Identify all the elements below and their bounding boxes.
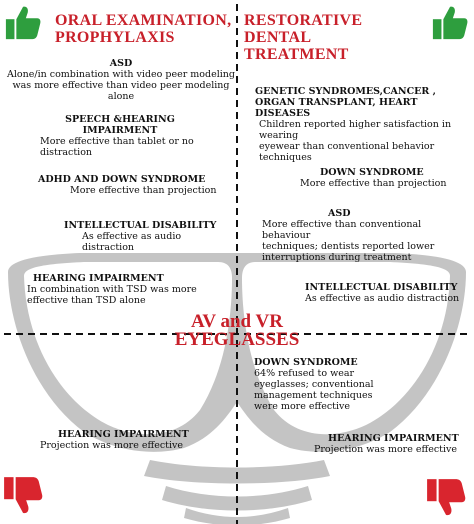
thumbs-down-icon (2, 474, 44, 516)
finding-category: HEARING IMPAIRMENT (33, 273, 164, 284)
finding-description: Alone/in combination with video peer modeling was more effective than video peer modeling alone (7, 69, 235, 102)
finding-intellectual-oral (64, 220, 234, 253)
thumbs-down-icon (425, 476, 467, 518)
finding-adhd-down (38, 174, 233, 196)
center-title: AV and VR EYEGLASSES (174, 311, 300, 350)
finding-down-negative (254, 357, 394, 412)
finding-speech-hearing (40, 114, 235, 158)
finding-description: 64% refused to wear eyeglasses; conventional management techniques were more effective (254, 368, 374, 412)
finding-description: More effective than tablet or no distraction (40, 136, 194, 158)
right-header: RESTORATIVE DENTAL TREATMENT (244, 12, 363, 63)
finding-asd-restorative (262, 208, 472, 263)
finding-category: DOWN SYNDROME (254, 357, 358, 368)
finding-category: HEARING IMPAIRMENT (328, 433, 459, 444)
thumbs-up-icon (431, 4, 469, 42)
finding-category: DOWN SYNDROME (320, 167, 424, 178)
finding-category: ASD (328, 208, 351, 219)
finding-category: HEARING IMPAIRMENT (58, 429, 189, 440)
finding-description: More effective than conventional behaviour techniques; dentists reported lower interruptions during treatment (262, 219, 435, 263)
finding-category: INTELLECTUAL DISABILITY (64, 220, 217, 231)
finding-description: Projection was more effective (314, 444, 458, 455)
finding-description: Projection was more effective (40, 440, 184, 451)
finding-asd-oral (6, 58, 236, 102)
finding-category: ASD (109, 58, 133, 69)
finding-category: SPEECH &HEARING IMPAIRMENT (65, 114, 175, 136)
finding-description: In combination with TSD was more effective than TSD alone (27, 284, 197, 306)
left-header: ORAL EXAMINATION, PROPHYLAXIS (55, 12, 232, 46)
finding-description: More effective than projection (70, 185, 217, 196)
finding-down-restorative (300, 167, 470, 189)
thumbs-up-icon (4, 4, 42, 42)
finding-category: ADHD AND DOWN SYNDROME (38, 174, 206, 185)
finding-description: More effective than projection (300, 178, 447, 189)
finding-description: Children reported higher satisfaction in wearing eyewear than conventional behavior techniques (259, 119, 452, 163)
finding-description: As effective as audio distraction (82, 231, 182, 253)
finding-intellectual-restorative (305, 282, 473, 304)
finding-category: GENETIC SYNDROMES,CANCER , ORGAN TRANSPLANT, HEART DISEASES (255, 86, 436, 119)
finding-category: INTELLECTUAL DISABILITY (305, 282, 458, 293)
finding-genetic-syndromes (245, 86, 473, 163)
finding-description: As effective as audio distraction (305, 293, 460, 304)
finding-hearing-oral-negative (40, 429, 220, 451)
finding-hearing-oral (27, 273, 232, 306)
finding-hearing-restorative-negative (314, 433, 472, 455)
